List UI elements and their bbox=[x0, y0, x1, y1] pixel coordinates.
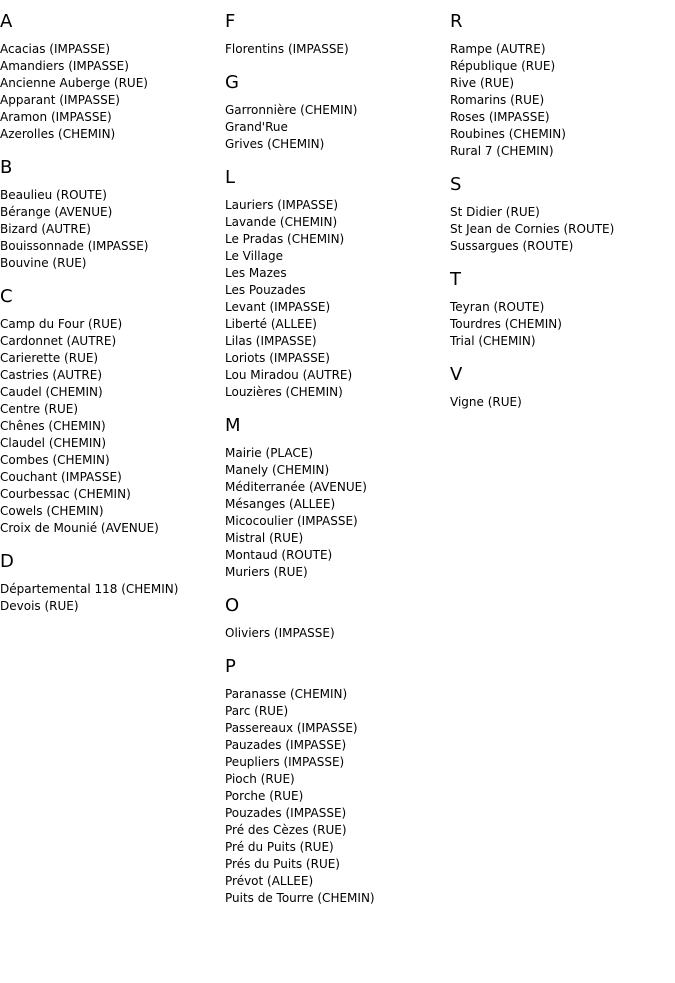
street-link[interactable]: Départemental 118 (CHEMIN) bbox=[0, 582, 179, 596]
street-list bbox=[450, 299, 675, 350]
letter-group-c bbox=[0, 272, 225, 537]
street-link[interactable]: Garronnière (CHEMIN) bbox=[225, 103, 358, 117]
letter-group-m bbox=[225, 401, 450, 581]
letter-heading: G bbox=[225, 72, 240, 93]
letter-heading: S bbox=[450, 174, 462, 195]
street-link[interactable]: Roses (IMPASSE) bbox=[450, 110, 550, 124]
street-link[interactable]: Bizard (AUTRE) bbox=[0, 222, 91, 236]
street-link[interactable]: Porche (RUE) bbox=[225, 789, 304, 803]
street-index-column-2 bbox=[225, 0, 450, 907]
street-link[interactable]: Roubines (CHEMIN) bbox=[450, 127, 566, 141]
street-link[interactable]: Liberté (ALLEE) bbox=[225, 317, 317, 331]
street-link[interactable]: Méditerranée (AVENUE) bbox=[225, 480, 367, 494]
street-index-column-1 bbox=[0, 0, 225, 615]
group-spacer bbox=[225, 642, 450, 656]
street-link[interactable]: Bouissonnade (IMPASSE) bbox=[0, 239, 149, 253]
street-link[interactable]: Devois (RUE) bbox=[0, 599, 79, 613]
letter-heading: M bbox=[225, 415, 242, 436]
street-list bbox=[0, 41, 225, 143]
street-link[interactable]: Mésanges (ALLEE) bbox=[225, 497, 336, 511]
street-list bbox=[450, 41, 675, 160]
letter-heading: F bbox=[225, 11, 236, 32]
letter-group-g bbox=[225, 58, 450, 153]
street-link[interactable]: Rive (RUE) bbox=[450, 76, 515, 90]
street-link[interactable]: Courbessac (CHEMIN) bbox=[0, 487, 131, 501]
street-link[interactable]: République (RUE) bbox=[450, 59, 556, 73]
letter-heading: V bbox=[450, 364, 463, 385]
street-link[interactable]: Carierette (RUE) bbox=[0, 351, 99, 365]
street-link[interactable]: Micocoulier (IMPASSE) bbox=[225, 514, 358, 528]
street-link[interactable]: Trial (CHEMIN) bbox=[450, 334, 536, 348]
street-link[interactable]: Prés du Puits (RUE) bbox=[225, 857, 340, 871]
letter-heading: A bbox=[0, 11, 13, 32]
street-link[interactable]: Castries (AUTRE) bbox=[0, 368, 103, 382]
letter-group-r bbox=[450, 11, 675, 160]
street-link[interactable]: Pré des Cèzes (RUE) bbox=[225, 823, 347, 837]
street-link[interactable]: Pré du Puits (RUE) bbox=[225, 840, 334, 854]
group-spacer bbox=[450, 255, 675, 269]
street-list bbox=[225, 445, 450, 581]
group-spacer bbox=[0, 143, 225, 157]
street-link[interactable]: Cardonnet (AUTRE) bbox=[0, 334, 117, 348]
street-link[interactable]: Les Mazes bbox=[225, 266, 287, 280]
letter-heading: R bbox=[450, 11, 464, 32]
group-spacer bbox=[225, 581, 450, 595]
group-spacer bbox=[0, 537, 225, 551]
street-index-column-3 bbox=[450, 0, 675, 411]
group-spacer bbox=[225, 401, 450, 415]
street-link[interactable]: Vigne (RUE) bbox=[450, 395, 522, 409]
street-link[interactable]: Oliviers (IMPASSE) bbox=[225, 626, 335, 640]
letter-group-a bbox=[0, 11, 225, 143]
street-list bbox=[450, 394, 675, 411]
street-link[interactable]: Lavande (CHEMIN) bbox=[225, 215, 338, 229]
street-link[interactable]: Aramon (IMPASSE) bbox=[0, 110, 112, 124]
street-link[interactable]: St Jean de Cornies (ROUTE) bbox=[450, 222, 615, 236]
street-link[interactable]: Prévot (ALLEE) bbox=[225, 874, 314, 888]
letter-heading: P bbox=[225, 656, 237, 677]
street-link[interactable]: Muriers (RUE) bbox=[225, 565, 308, 579]
letter-heading: B bbox=[0, 157, 13, 178]
letter-group-b bbox=[0, 143, 225, 272]
street-link[interactable]: Caudel (CHEMIN) bbox=[0, 385, 103, 399]
street-link[interactable]: Le Village bbox=[225, 249, 283, 263]
street-link[interactable]: Acacias (IMPASSE) bbox=[0, 42, 111, 56]
group-spacer bbox=[225, 58, 450, 72]
street-link[interactable]: Croix de Mounié (AVENUE) bbox=[0, 521, 159, 535]
letter-group-t bbox=[450, 255, 675, 350]
street-link[interactable]: Teyran (ROUTE) bbox=[450, 300, 545, 314]
street-link[interactable]: Paranasse (CHEMIN) bbox=[225, 687, 348, 701]
letter-group-v bbox=[450, 350, 675, 411]
street-link[interactable]: Parc (RUE) bbox=[225, 704, 289, 718]
street-link[interactable]: Le Pradas (CHEMIN) bbox=[225, 232, 345, 246]
street-list bbox=[225, 41, 450, 58]
street-link[interactable]: Mairie (PLACE) bbox=[225, 446, 314, 460]
street-link[interactable]: Tourdres (CHEMIN) bbox=[450, 317, 562, 331]
letter-heading: T bbox=[450, 269, 462, 290]
street-list bbox=[225, 197, 450, 401]
street-list bbox=[225, 102, 450, 153]
street-link[interactable]: Bérange (AVENUE) bbox=[0, 205, 113, 219]
street-list bbox=[450, 204, 675, 255]
group-spacer bbox=[450, 350, 675, 364]
street-link[interactable]: Combes (CHEMIN) bbox=[0, 453, 110, 467]
letter-heading: D bbox=[0, 551, 15, 572]
street-link[interactable]: Ancienne Auberge (RUE) bbox=[0, 76, 148, 90]
street-link[interactable]: Beaulieu (ROUTE) bbox=[0, 188, 107, 202]
street-link[interactable]: Loriots (IMPASSE) bbox=[225, 351, 330, 365]
street-link[interactable]: Levant (IMPASSE) bbox=[225, 300, 331, 314]
street-list bbox=[225, 625, 450, 642]
street-link[interactable]: Azerolles (CHEMIN) bbox=[0, 127, 116, 141]
letter-heading: O bbox=[225, 595, 240, 616]
street-link[interactable]: Rural 7 (CHEMIN) bbox=[450, 144, 554, 158]
street-link[interactable]: Bouvine (RUE) bbox=[0, 256, 87, 270]
street-link[interactable]: Centre (RUE) bbox=[0, 402, 79, 416]
street-link[interactable]: Florentins (IMPASSE) bbox=[225, 42, 349, 56]
street-link[interactable]: Chênes (CHEMIN) bbox=[0, 419, 106, 433]
street-link[interactable]: Rampe (AUTRE) bbox=[450, 42, 546, 56]
street-link[interactable]: Grand'Rue bbox=[225, 120, 288, 134]
street-link[interactable]: Amandiers (IMPASSE) bbox=[0, 59, 129, 73]
street-link[interactable]: Apparant (IMPASSE) bbox=[0, 93, 120, 107]
group-spacer bbox=[225, 153, 450, 167]
street-link[interactable]: Lauriers (IMPASSE) bbox=[225, 198, 339, 212]
letter-group-l bbox=[225, 153, 450, 401]
street-list bbox=[0, 316, 225, 537]
street-link[interactable]: Les Pouzades bbox=[225, 283, 306, 297]
street-link[interactable]: Grives (CHEMIN) bbox=[225, 137, 325, 151]
street-link[interactable]: Claudel (CHEMIN) bbox=[0, 436, 107, 450]
letter-heading: C bbox=[0, 286, 14, 307]
street-link[interactable]: Couchant (IMPASSE) bbox=[0, 470, 122, 484]
street-link[interactable]: Passereaux (IMPASSE) bbox=[225, 721, 358, 735]
street-link[interactable]: Manely (CHEMIN) bbox=[225, 463, 330, 477]
street-link[interactable]: Mistral (RUE) bbox=[225, 531, 304, 545]
street-link[interactable]: Puits de Tourre (CHEMIN) bbox=[225, 891, 375, 905]
letter-group-f bbox=[225, 11, 450, 58]
group-spacer bbox=[0, 272, 225, 286]
street-link[interactable]: Pouzades (IMPASSE) bbox=[225, 806, 347, 820]
street-link[interactable]: St Didier (RUE) bbox=[450, 205, 540, 219]
letter-group-p bbox=[225, 642, 450, 907]
street-link[interactable]: Cowels (CHEMIN) bbox=[0, 504, 104, 518]
street-link[interactable]: Montaud (ROUTE) bbox=[225, 548, 333, 562]
street-link[interactable]: Romarins (RUE) bbox=[450, 93, 545, 107]
letter-heading: L bbox=[225, 167, 236, 188]
letter-group-o bbox=[225, 581, 450, 642]
street-link[interactable]: Sussargues (ROUTE) bbox=[450, 239, 574, 253]
street-link[interactable]: Pauzades (IMPASSE) bbox=[225, 738, 347, 752]
street-link[interactable]: Lilas (IMPASSE) bbox=[225, 334, 317, 348]
street-link[interactable]: Pioch (RUE) bbox=[225, 772, 295, 786]
street-list bbox=[0, 187, 225, 272]
street-link[interactable]: Camp du Four (RUE) bbox=[0, 317, 123, 331]
street-link[interactable]: Louzières (CHEMIN) bbox=[225, 385, 343, 399]
street-link[interactable]: Peupliers (IMPASSE) bbox=[225, 755, 345, 769]
letter-group-s bbox=[450, 160, 675, 255]
letter-group-d bbox=[0, 537, 225, 615]
street-list bbox=[0, 581, 225, 615]
street-list bbox=[225, 686, 450, 907]
group-spacer bbox=[450, 160, 675, 174]
street-link[interactable]: Lou Miradou (AUTRE) bbox=[225, 368, 353, 382]
